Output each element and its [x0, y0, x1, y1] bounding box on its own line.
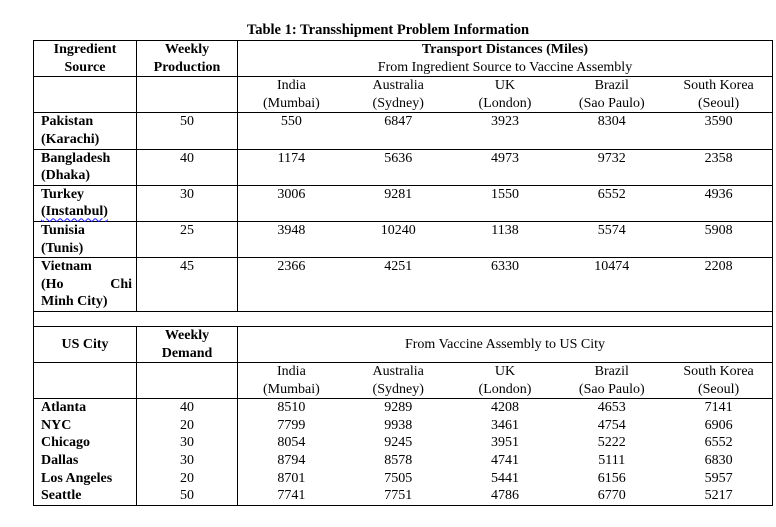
table-row [238, 399, 772, 417]
distance-value: 7751 [384, 488, 413, 504]
distance-value: 4653 [597, 400, 626, 416]
distance-value: 8701 [277, 470, 306, 486]
distance-value: 2208 [704, 259, 733, 275]
distance-value: 10474 [594, 259, 630, 275]
spacer-row [34, 311, 773, 326]
distance-value: 5908 [704, 222, 733, 238]
distance-value: 3923 [490, 114, 519, 130]
weekly-production-header: Weekly Production [137, 41, 238, 77]
distance-value: 1550 [490, 186, 519, 202]
empty-cell [137, 363, 238, 399]
table-row [238, 452, 772, 470]
assembly-site-name: Australia [372, 78, 424, 94]
table-row [34, 149, 773, 185]
distance-value: 8510 [277, 400, 306, 416]
city-name: Los Angeles [41, 470, 113, 486]
distance-row [238, 113, 772, 131]
assembly-site-name: Brazil [594, 78, 629, 94]
assembly-site-name: Australia [372, 364, 424, 380]
weekly-demand-header: Weekly Demand [137, 326, 238, 362]
distance-value: 3590 [704, 114, 733, 130]
distance-value: 5636 [384, 150, 413, 166]
assembly-site-list [238, 77, 772, 112]
spacer-cell [34, 311, 773, 326]
source-name: Turkey (Instanbul) [34, 185, 137, 221]
assembly-site-name: UK [494, 78, 516, 94]
table-row [238, 470, 772, 488]
distance-value: 550 [280, 114, 302, 130]
demand-value: 30 [180, 453, 194, 469]
assembly-site-city: (Mumbai) [263, 95, 320, 111]
distance-cells [238, 185, 773, 221]
assembly-site-city: (Sydney) [372, 381, 424, 397]
distance-value: 10240 [380, 222, 416, 238]
demand-value: 20 [180, 470, 194, 486]
distance-value: 1174 [277, 150, 306, 166]
assembly-site-name: India [277, 364, 306, 380]
assembly-site-name: South Korea [683, 78, 754, 94]
table-row [238, 434, 772, 452]
city-name: NYC [41, 417, 72, 433]
city-name: Chicago [41, 435, 90, 451]
table-row [34, 258, 773, 312]
production-value: 50 [137, 113, 238, 149]
assembly-site-name: South Korea [683, 364, 754, 380]
empty-cell [34, 363, 137, 399]
assembly-site-city: (Sydney) [372, 95, 424, 111]
distance-cells [238, 149, 773, 185]
distance-value: 8794 [277, 453, 306, 469]
table-row [238, 487, 772, 505]
assembly-sites-row [34, 363, 773, 399]
demand-value: 40 [180, 400, 194, 416]
distance-value: 4936 [704, 186, 733, 202]
production-value: 40 [137, 149, 238, 185]
distance-value: 7799 [277, 417, 306, 433]
demand-values [137, 399, 238, 506]
distance-value: 6906 [704, 417, 733, 433]
distance-value: 4741 [490, 453, 519, 469]
assembly-sites-cell [238, 363, 773, 399]
demand-value: 30 [180, 435, 194, 451]
distance-value: 4786 [490, 488, 519, 504]
distance-value: 3461 [490, 417, 519, 433]
lower-header-row [34, 326, 773, 362]
assembly-site-city: (Sao Paulo) [578, 95, 645, 111]
assembly-site-city: (Seoul) [697, 95, 740, 111]
assembly-site-city: (Seoul) [697, 381, 740, 397]
distance-value: 3006 [277, 186, 306, 202]
assembly-site-city: (London) [478, 381, 532, 397]
assembly-site-name: UK [494, 364, 516, 380]
source-name: Vietnam (Ho Chi Minh City) [34, 258, 137, 312]
distance-value: 5441 [490, 470, 519, 486]
distance-value: 4208 [490, 400, 519, 416]
empty-cell [137, 77, 238, 113]
city-names [34, 399, 137, 506]
assembly-site-name: India [277, 78, 306, 94]
city-distance-cells [238, 399, 773, 506]
distance-value: 5222 [597, 435, 626, 451]
demand-value: 50 [180, 488, 194, 504]
source-name: Tunisia (Tunis) [34, 221, 137, 257]
distance-value: 6552 [597, 186, 626, 202]
distance-value: 7741 [277, 488, 306, 504]
distance-value: 9281 [384, 186, 413, 202]
distance-value: 8054 [277, 435, 306, 451]
transport-distances-header: Transport Distances (Miles) [238, 41, 773, 59]
distance-value: 6552 [704, 435, 733, 451]
city-distance-table [238, 399, 772, 505]
city-name: Atlanta [41, 400, 87, 416]
assembly-site-city: (London) [478, 95, 532, 111]
assembly-sites-cell [238, 77, 773, 113]
production-value: 30 [137, 185, 238, 221]
from-source-header: From Ingredient Source to Vaccine Assembly [238, 59, 773, 77]
distance-value: 6830 [704, 453, 733, 469]
distance-value: 6156 [597, 470, 626, 486]
distance-row [238, 258, 772, 276]
ingredient-source-header: Ingredient Source [34, 41, 137, 77]
distance-value: 8578 [384, 453, 413, 469]
table-row [238, 417, 772, 435]
distance-value: 3948 [277, 222, 306, 238]
distance-cells [238, 113, 773, 149]
distance-value: 4251 [384, 259, 413, 275]
distance-value: 4973 [490, 150, 519, 166]
assembly-site-city: (Mumbai) [263, 381, 320, 397]
distance-value: 4754 [597, 417, 626, 433]
transshipment-table [33, 40, 773, 506]
from-assembly-header: From Vaccine Assembly to US City [238, 326, 773, 362]
distance-value: 5217 [704, 488, 733, 504]
city-name: Dallas [41, 453, 79, 469]
assembly-site-list [238, 363, 772, 398]
distance-value: 2358 [704, 150, 733, 166]
city-name: Seattle [41, 488, 82, 504]
source-name: Pakistan (Karachi) [34, 113, 137, 149]
distance-cells [238, 258, 773, 312]
assembly-site-name: Brazil [594, 364, 629, 380]
us-city-header: US City [34, 326, 137, 362]
distance-value: 9938 [384, 417, 413, 433]
header-row [34, 41, 773, 59]
table-row [34, 221, 773, 257]
table-row [34, 113, 773, 149]
distance-row [238, 186, 772, 204]
distance-row [238, 150, 772, 168]
distance-value: 2366 [277, 259, 306, 275]
distance-value: 6330 [490, 259, 519, 275]
production-value: 25 [137, 221, 238, 257]
distance-value: 5957 [704, 470, 733, 486]
distance-value: 6847 [384, 114, 413, 130]
distance-value: 7141 [704, 400, 733, 416]
empty-cell [34, 77, 137, 113]
table-row [34, 185, 773, 221]
table-caption: Table 1: Transshipment Problem Information [246, 22, 530, 38]
production-value: 45 [137, 258, 238, 312]
distance-value: 9289 [384, 400, 413, 416]
distance-row [238, 222, 772, 240]
distance-value: 5111 [598, 453, 626, 469]
distance-value: 6770 [597, 488, 626, 504]
assembly-sites-row [34, 77, 773, 113]
distance-value: 7505 [384, 470, 413, 486]
distance-value: 1138 [491, 222, 519, 238]
source-name: Bangladesh (Dhaka) [34, 149, 137, 185]
city-block [34, 399, 773, 506]
distance-value: 3951 [490, 435, 519, 451]
distance-value: 5574 [597, 222, 626, 238]
distance-cells [238, 221, 773, 257]
assembly-site-city: (Sao Paulo) [578, 381, 645, 397]
distance-value: 9245 [384, 435, 413, 451]
distance-value: 8304 [597, 114, 626, 130]
demand-value: 20 [180, 417, 194, 433]
distance-value: 9732 [597, 150, 626, 166]
